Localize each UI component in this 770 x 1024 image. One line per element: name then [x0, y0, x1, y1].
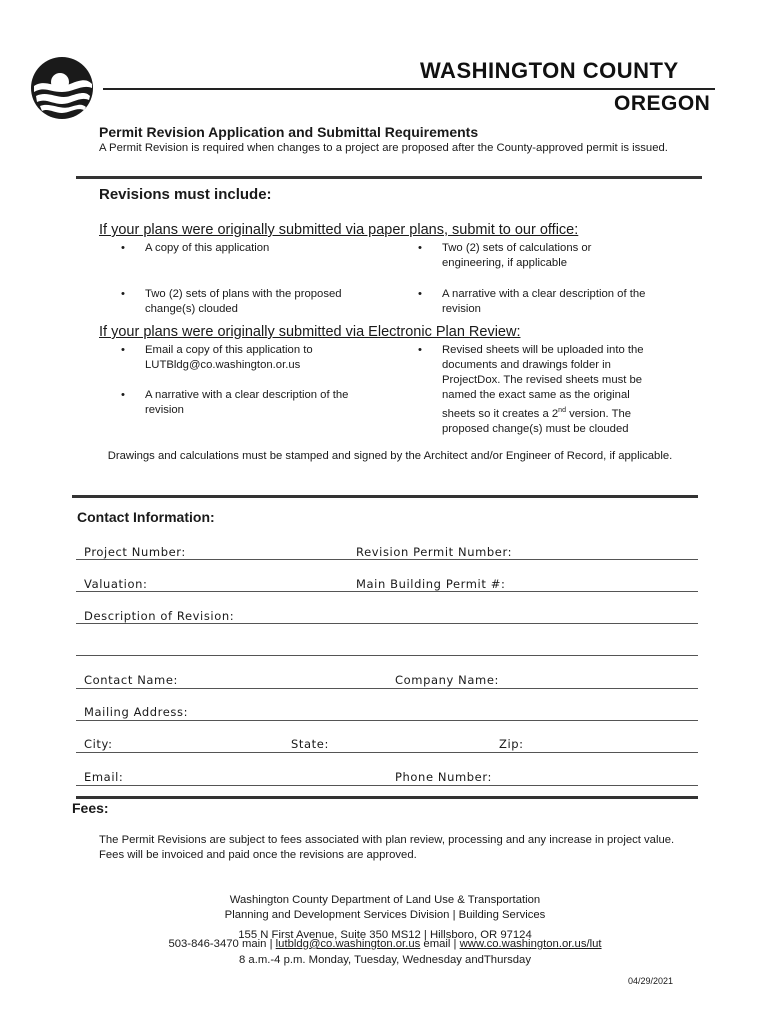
city-field[interactable]	[76, 752, 698, 753]
mailing-address-field[interactable]	[76, 720, 698, 721]
header-rule	[103, 88, 715, 90]
company-name-label: Company Name:	[395, 673, 499, 687]
footer-hours: 8 a.m.-4 p.m. Monday, Tuesday, Wednesday andThursday	[239, 954, 531, 966]
contact-name-label: Contact Name:	[84, 673, 178, 687]
valuation-label: Valuation:	[84, 577, 148, 591]
valuation-field[interactable]	[76, 591, 698, 592]
revisions-heading: Revisions must include:	[99, 186, 272, 203]
description-field[interactable]	[76, 623, 698, 624]
fees-text: The Permit Revisions are subject to fees associated with plan review, processing and any increase in project value. Fees will be invoiced and paid once the revisions are approved.	[99, 834, 675, 861]
city-label: City:	[84, 737, 113, 751]
org-state: OREGON	[614, 92, 711, 115]
zip-label: Zip:	[499, 737, 524, 751]
revision-permit-number-label: Revision Permit Number:	[356, 545, 513, 559]
footer-division: Planning and Development Services Division | Building Services	[224, 909, 546, 921]
page-title: Permit Revision Application and Submittal Requirements	[99, 124, 479, 140]
footer-department: Washington County Department of Land Use & Transportation	[229, 894, 541, 906]
fees-heading: Fees:	[72, 800, 109, 816]
phone-label: Phone Number:	[395, 770, 492, 784]
footer-contact	[0, 938, 770, 950]
section-divider	[72, 495, 698, 498]
washington-county-logo	[30, 56, 94, 120]
footer-address: 155 N First Avenue, Suite 350 MS12 | Hillsboro, OR 97124	[238, 929, 532, 941]
state-label: State:	[291, 737, 329, 751]
contact-heading: Contact Information:	[77, 509, 215, 525]
footer-email-label: email |	[423, 938, 457, 950]
mailing-address-label: Mailing Address:	[84, 705, 189, 719]
main-building-permit-label: Main Building Permit #:	[356, 577, 506, 591]
section-divider	[76, 796, 698, 799]
section-divider	[76, 176, 702, 179]
stamp-note: Drawings and calculations must be stamped and signed by the Architect and/or Engineer of Record, if applicable.	[107, 450, 673, 462]
paper-subheading: If your plans were originally submitted via paper plans, submit to our office:	[99, 222, 579, 238]
project-number-field[interactable]	[76, 559, 698, 560]
footer-email-link[interactable]: lutbldg@co.washington.or.us	[275, 938, 421, 950]
intro-text: A Permit Revision is required when changes to a project are proposed after the County-approved permit is issued.	[99, 142, 668, 154]
email-field[interactable]	[76, 785, 698, 786]
description-field-line2[interactable]	[76, 655, 698, 656]
electronic-subheading: If your plans were originally submitted via Electronic Plan Review:	[99, 324, 521, 340]
revision-date: 04/29/2021	[628, 976, 674, 986]
footer-main-label: main |	[241, 938, 273, 950]
footer-web-link[interactable]: www.co.washington.or.us/lut	[459, 938, 602, 950]
description-label: Description of Revision:	[84, 609, 235, 623]
footer-phone: 503-846-3470	[168, 938, 239, 950]
email-label: Email:	[84, 770, 124, 784]
project-number-label: Project Number:	[84, 545, 186, 559]
org-name: WASHINGTON COUNTY	[420, 58, 679, 83]
contact-name-field[interactable]	[76, 688, 698, 689]
